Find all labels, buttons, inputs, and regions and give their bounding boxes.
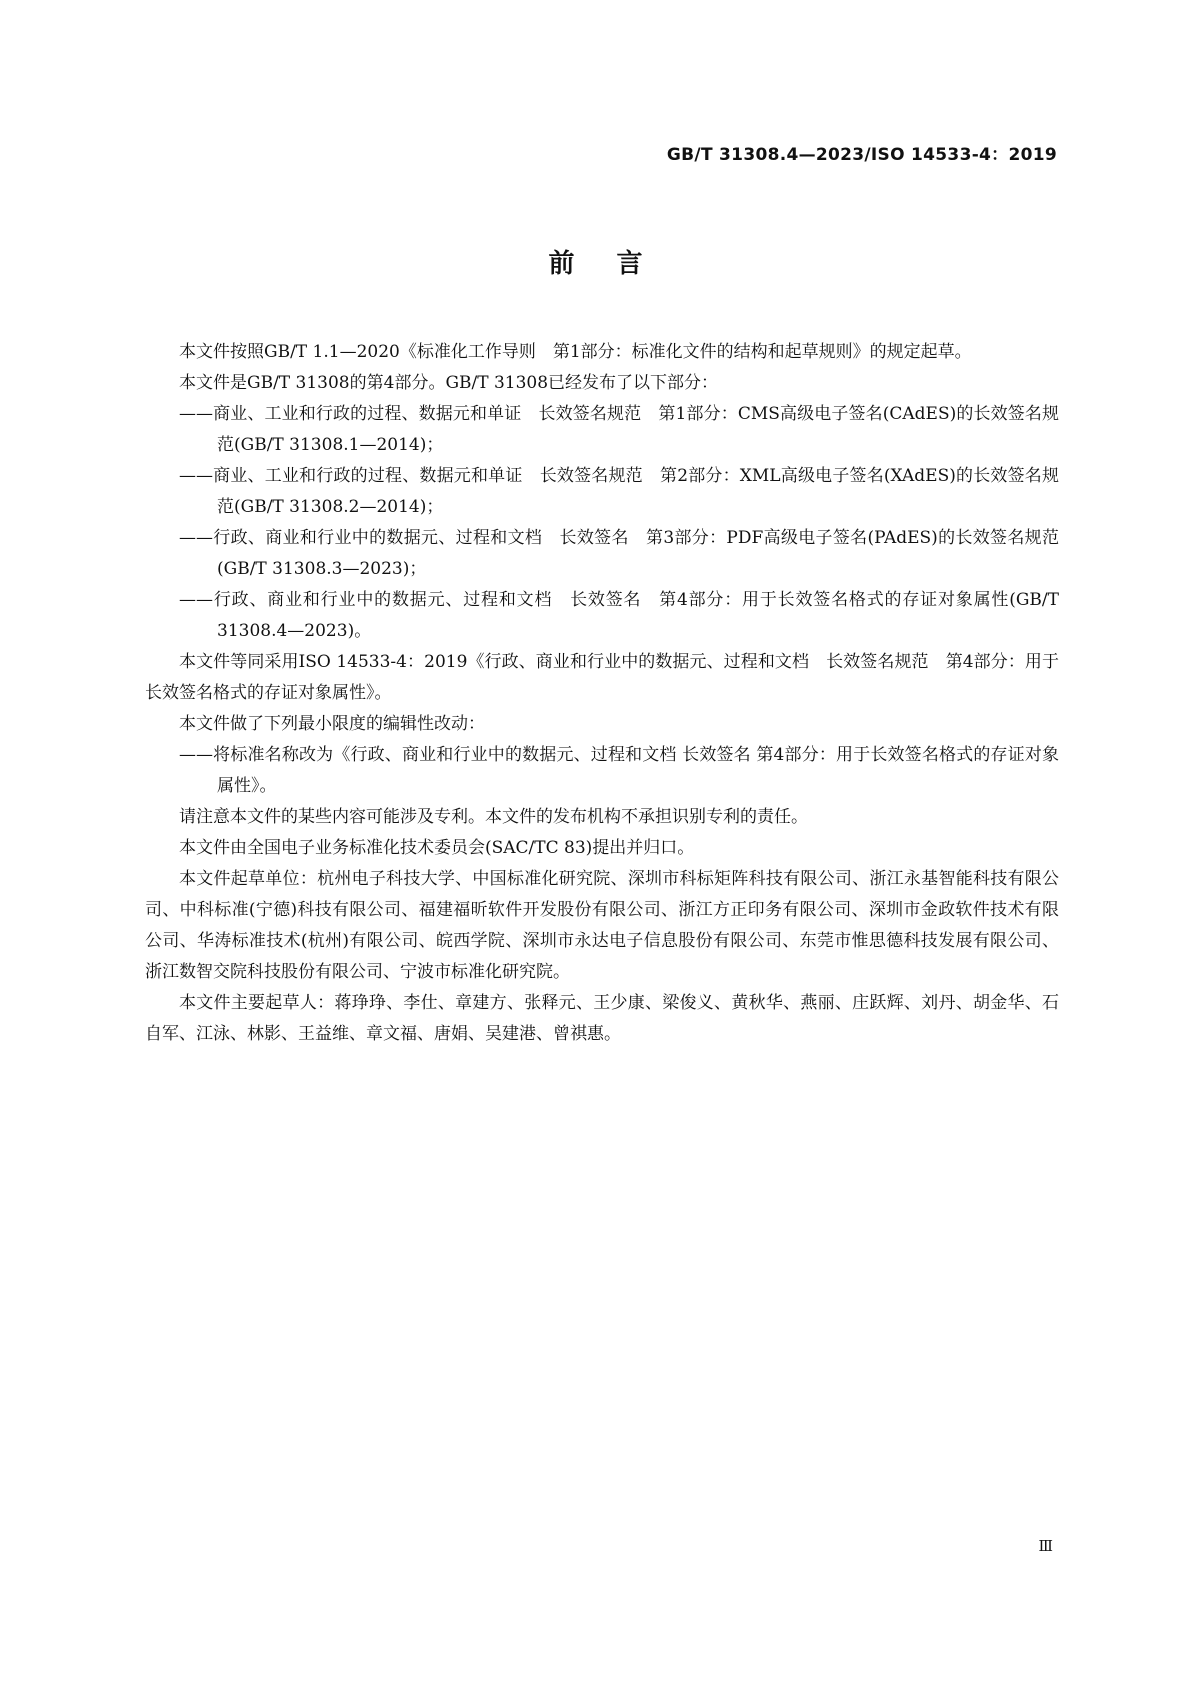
paragraph-drafting-organizations: 本文件起草单位：杭州电子科技大学、中国标准化研究院、深圳市科标矩阵科技有限公司、浙江永基智能科技有限公司、中科标准(宁德)科技有限公司、福建福昕软件开发股份有限公司、浙江方正印务有限公司、深圳市金政软件技术有限公司、华涛标准技术(杭州)有限公司、皖西学院、深圳市永达电子信息股份有限公司、东莞市惟思德科技发展有限公司、浙江数智交院科技股份有限公司、宁波市标准化研究院。: [145, 869, 1059, 982]
paragraph-drafting-rules: 本文件按照GB/T 1.1—2020《标准化工作导则 第1部分：标准化文件的结构和起草规则》的规定起草。: [179, 342, 972, 362]
list-item-part-4: ——行政、商业和行业中的数据元、过程和文档 长效签名 第4部分：用于长效签名格式的存证对象属性(GB/T 31308.4—2023)。: [179, 590, 1059, 641]
page-title: 前言: [548, 249, 685, 279]
list-item-name-change: ——将标准名称改为《行政、商业和行业中的数据元、过程和文档 长效签名 第4部分：用于长效签名格式的存证对象属性》。: [179, 745, 1059, 796]
list-item-part-1: ——商业、工业和行政的过程、数据元和单证 长效签名规范 第1部分：CMS高级电子签名(CAdES)的长效签名规范(GB/T 31308.1—2014)；: [179, 404, 1059, 455]
paragraph-patent-notice: 请注意本文件的某些内容可能涉及专利。本文件的发布机构不承担识别专利的责任。: [179, 807, 808, 827]
standard-code-header: GB/T 31308.4—2023/ISO 14533-4：2019: [666, 145, 1057, 165]
paragraph-editorial-changes: 本文件做了下列最小限度的编辑性改动：: [179, 714, 485, 734]
paragraph-main-drafters: 本文件主要起草人：蒋琤琤、李仕、章建方、张释元、王少康、梁俊义、黄秋华、燕丽、庄跃辉、刘丹、胡金华、石自军、江泳、林影、王益维、章文福、唐娟、吴建港、曾祺惠。: [145, 993, 1059, 1044]
paragraph-iso-adoption: 本文件等同采用ISO 14533-4：2019《行政、商业和行业中的数据元、过程和文档 长效签名规范 第4部分：用于长效签名格式的存证对象属性》。: [145, 652, 1059, 703]
list-item-part-3: ——行政、商业和行业中的数据元、过程和文档 长效签名 第3部分：PDF高级电子签名(PAdES)的长效签名规范(GB/T 31308.3—2023)；: [179, 528, 1059, 579]
page-number: Ⅲ: [1038, 1537, 1053, 1555]
paragraph-proposing-committee: 本文件由全国电子业务标准化技术委员会(SAC/TC 83)提出并归口。: [179, 838, 695, 858]
list-item-part-2: ——商业、工业和行政的过程、数据元和单证 长效签名规范 第2部分：XML高级电子签名(XAdES)的长效签名规范(GB/T 31308.2—2014)；: [179, 466, 1059, 517]
paragraph-series-parts: 本文件是GB/T 31308的第4部分。GB/T 31308已经发布了以下部分：: [179, 373, 719, 393]
foreword-body: [145, 337, 1059, 1050]
